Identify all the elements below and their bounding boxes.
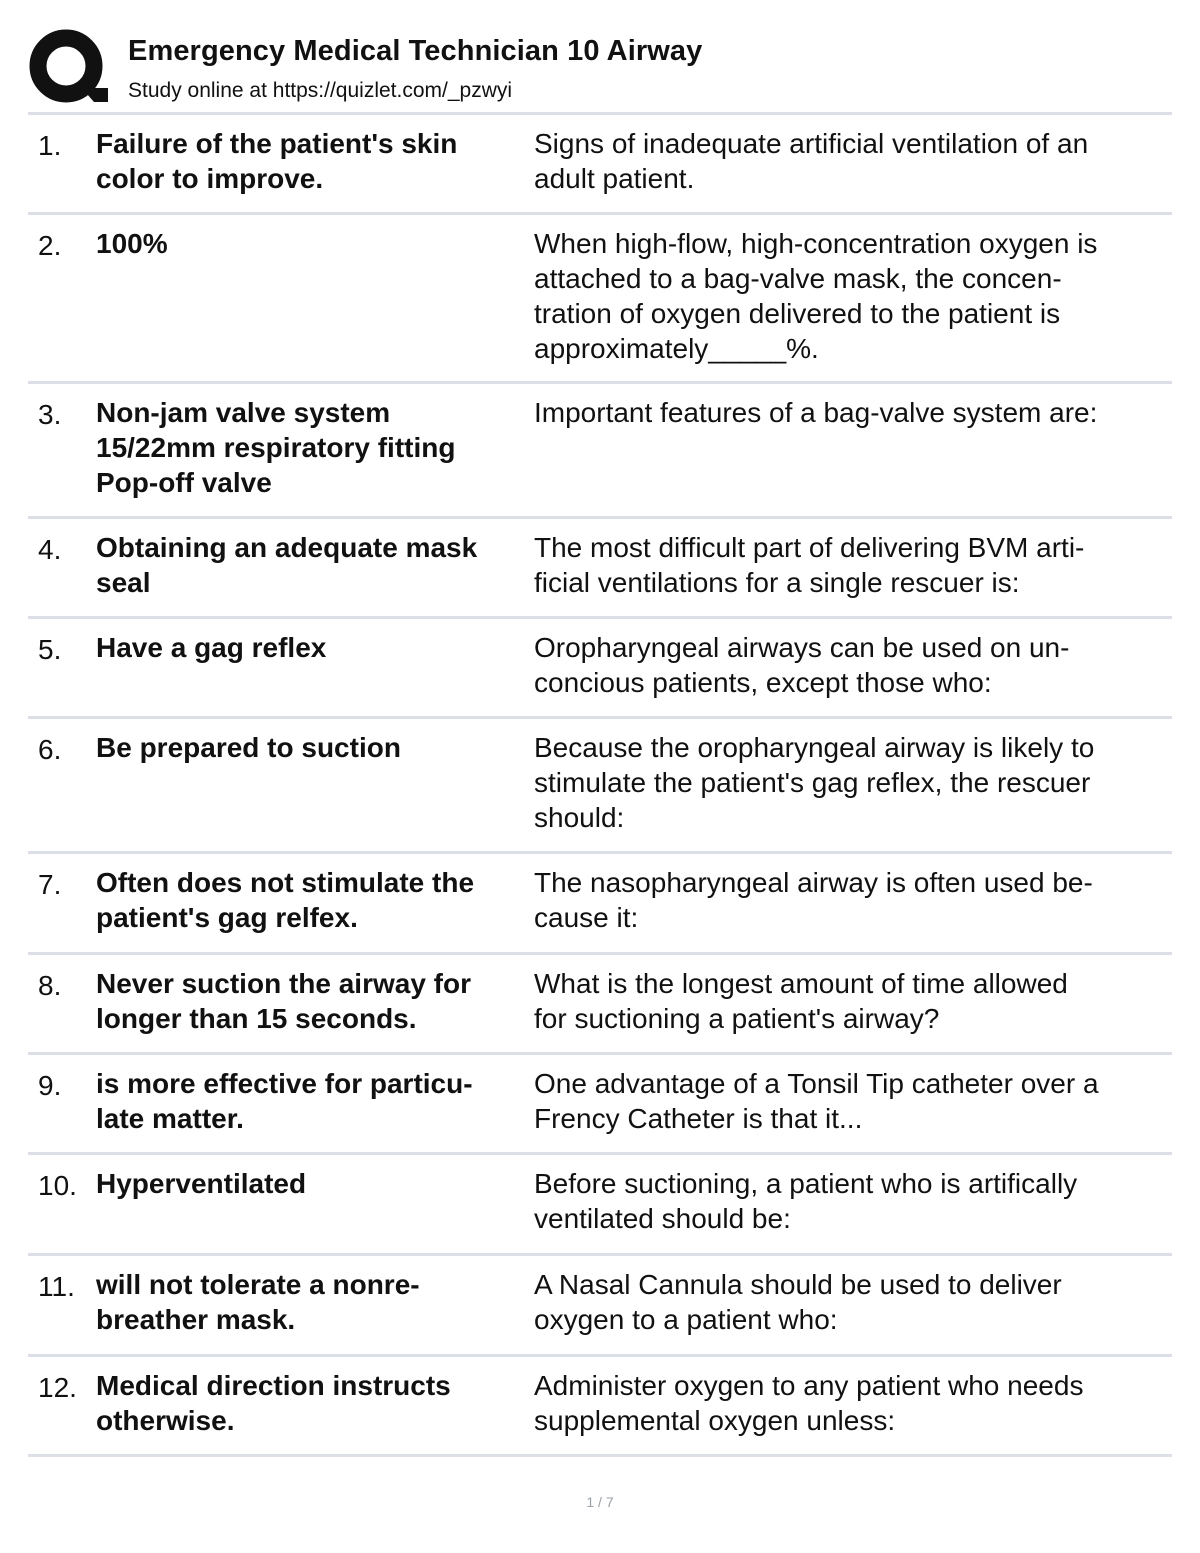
- card-number: 4.: [38, 534, 62, 565]
- card-term: Medical direction instructs otherwise.: [96, 1370, 451, 1436]
- flashcard-row: [28, 384, 1172, 519]
- study-online-link[interactable]: Study online at https://quizlet.com/_pzwyi: [128, 79, 513, 102]
- card-term: 100%: [96, 228, 168, 259]
- card-number: 7.: [38, 869, 62, 900]
- quizlet-logo-icon: [28, 28, 108, 108]
- card-number: 11.: [38, 1271, 75, 1302]
- card-term: Never suction the airway for longer than 15 seconds.: [96, 968, 472, 1034]
- document-title: Emergency Medical Technician 10 Airway: [128, 35, 703, 67]
- card-definition: When high-flow, high-concentration oxygen is attached to a bag-valve mask, the concen- tration of oxygen delivered to the patient is approximately_____%.: [534, 228, 1098, 364]
- card-term: Failure of the patient's skin color to improve.: [96, 128, 458, 194]
- flashcard-row: [28, 1357, 1172, 1457]
- flashcard-row: [28, 1055, 1172, 1155]
- card-number: 8.: [38, 970, 62, 1001]
- card-number: 3.: [38, 399, 62, 430]
- flashcard-row: [28, 1256, 1172, 1357]
- card-definition: Because the oropharyngeal airway is likely to stimulate the patient's gag reflex, the rescuer should:: [534, 732, 1095, 833]
- flashcard-row: [28, 955, 1172, 1055]
- card-definition: A Nasal Cannula should be used to deliver oxygen to a patient who:: [534, 1269, 1062, 1335]
- card-number: 2.: [38, 230, 62, 261]
- card-definition: Before suctioning, a patient who is artifically ventilated should be:: [534, 1168, 1078, 1234]
- card-term: Have a gag reflex: [96, 632, 327, 663]
- card-term: Hyperventilated: [96, 1168, 307, 1199]
- card-number: 1.: [38, 130, 62, 161]
- flashcard-row: [28, 719, 1172, 854]
- card-number: 12.: [38, 1372, 77, 1403]
- card-term: will not tolerate a nonre- breather mask.: [96, 1269, 420, 1335]
- card-definition: The most difficult part of delivering BVM arti- ficial ventilations for a single rescuer is:: [534, 532, 1085, 598]
- card-definition: What is the longest amount of time allowed for suctioning a patient's airway?: [534, 968, 1068, 1034]
- card-definition: Important features of a bag-valve system are:: [534, 397, 1098, 428]
- card-definition: Signs of inadequate artificial ventilation of an adult patient.: [534, 128, 1089, 194]
- card-number: 9.: [38, 1070, 62, 1101]
- card-definition: Administer oxygen to any patient who needs supplemental oxygen unless:: [534, 1370, 1084, 1436]
- card-definition: Oropharyngeal airways can be used on un- concious patients, except those who:: [534, 632, 1070, 698]
- card-definition: One advantage of a Tonsil Tip catheter over a Frency Catheter is that it...: [534, 1068, 1099, 1134]
- card-number: 10.: [38, 1170, 77, 1201]
- flashcard-row: [28, 215, 1172, 384]
- flashcard-row: [28, 519, 1172, 619]
- flashcard-row: [28, 115, 1172, 215]
- flashcard-row: [28, 619, 1172, 719]
- card-term: is more effective for particu- late matter.: [96, 1068, 473, 1134]
- card-term: Often does not stimulate the patient's gag relfex.: [96, 867, 475, 933]
- flashcard-list: [28, 115, 1172, 1457]
- card-term: Non-jam valve system 15/22mm respiratory fitting Pop-off valve: [96, 397, 456, 498]
- card-term: Be prepared to suction: [96, 732, 401, 763]
- card-definition: The nasopharyngeal airway is often used be- cause it:: [534, 867, 1093, 933]
- card-number: 5.: [38, 634, 62, 665]
- document-header: [28, 26, 1172, 112]
- flashcard-row: [28, 854, 1172, 955]
- page-number: 1 / 7: [586, 1494, 614, 1510]
- card-number: 6.: [38, 734, 62, 765]
- card-term: Obtaining an adequate mask seal: [96, 532, 478, 598]
- flashcard-row: [28, 1155, 1172, 1256]
